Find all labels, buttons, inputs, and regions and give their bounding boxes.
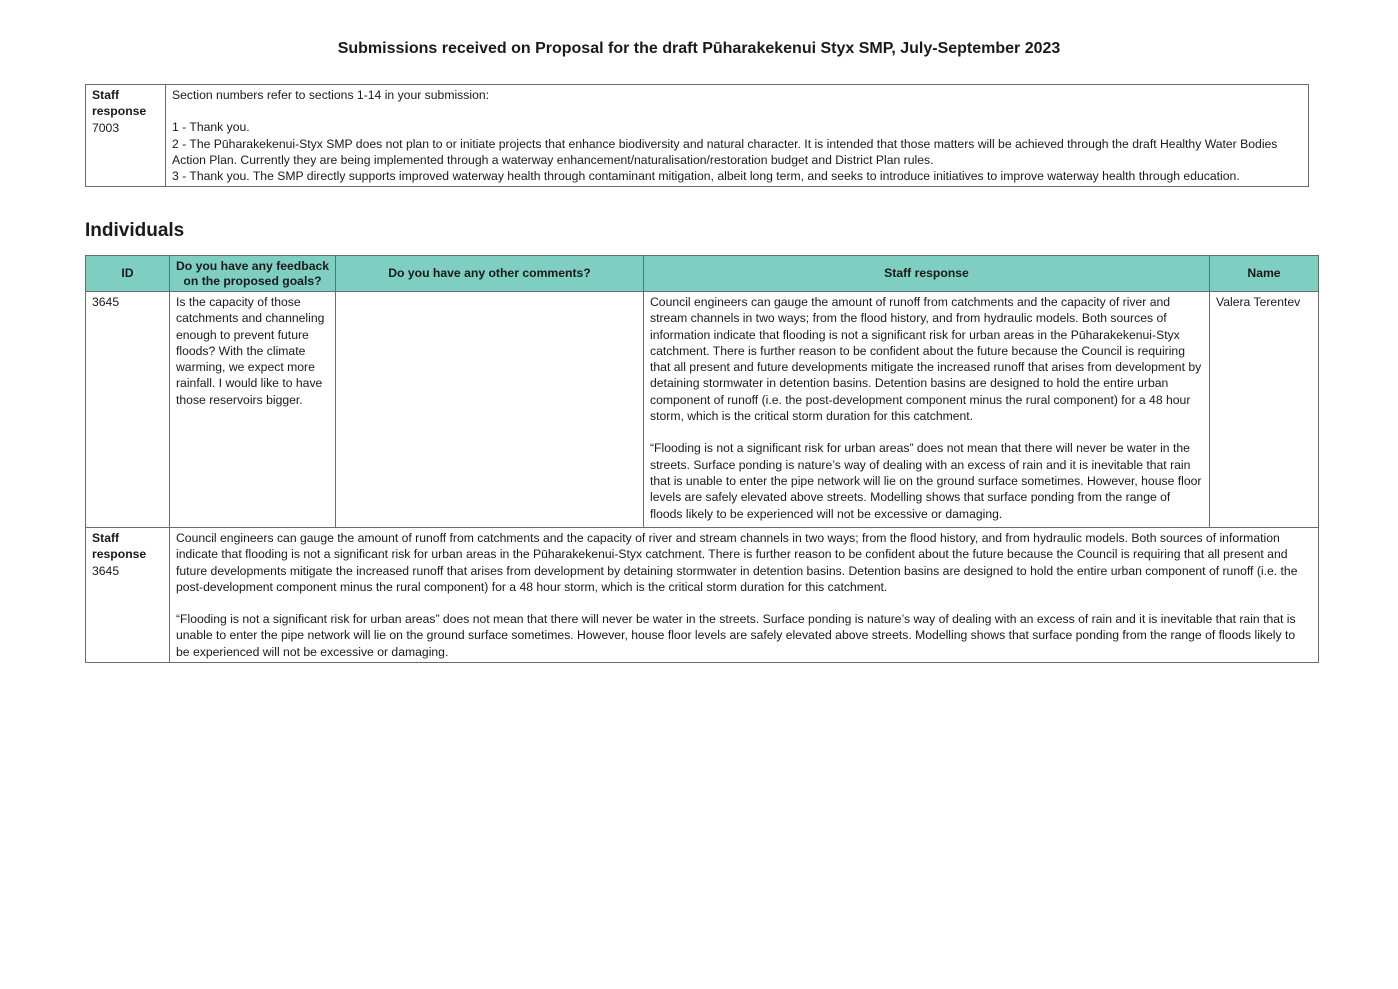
- spacer: [650, 424, 1203, 440]
- staff-response-paragraph: “Flooding is not a significant risk for urban areas” does not mean that there will never be water in the streets. Surface ponding is nature’s way of dealing with an excess of rain and it is inevitable that rain that is unable to enter the pipe network will lie on the ground surface sometimes. However, house floor levels are safely elevated above streets. Modelling shows that surface ponding from the range of floods likely to be experienced will not be excessive or damaging.: [176, 612, 1296, 659]
- table-row: [86, 528, 1319, 663]
- staff-response-label-cell: [86, 528, 170, 663]
- staff-response-label: Staff response: [92, 88, 147, 119]
- staff-response-id: 7003: [92, 120, 120, 135]
- staff-response-text-cell: [170, 528, 1319, 663]
- spacer: [176, 595, 1312, 611]
- cell-id: 3645: [86, 292, 170, 528]
- column-header-feedback: Do you have any feedback on the proposed goals?: [170, 256, 336, 292]
- cell-name: Valera Terentev: [1210, 292, 1319, 528]
- staff-response-label-cell: [86, 85, 166, 187]
- staff-response-intro: Section numbers refer to sections 1-14 in your submission:: [172, 88, 490, 102]
- section-heading-individuals: Individuals: [85, 220, 185, 241]
- staff-response-paragraph: “Flooding is not a significant risk for urban areas” does not mean that there will never be water in the streets. Surface ponding is nature’s way of dealing with an excess of rain and it is inevitable that rain that is unable to enter the pipe network will lie on the ground surface sometimes. However, house floor levels are safely elevated above streets. Modelling shows that surface ponding from the range of floods likely to be experienced will not be excessive or damaging.: [650, 441, 1202, 521]
- table-header-row: [86, 256, 1319, 292]
- staff-response-item: 1 - Thank you.: [172, 120, 250, 135]
- staff-response-7003-table: [85, 84, 1309, 187]
- individuals-table: [85, 255, 1319, 663]
- staff-response-label: Staff response: [92, 531, 147, 562]
- staff-response-item: 2 - The Pūharakekenui-Styx SMP does not plan to or initiate projects that enhance biodiversity and natural character. It is intended that those matters will be achieved through the draft Healthy Water Bodies Action Plan. Currently they are being implemented through a waterway enhancement/naturalisation/restoration budget and District Plan rules.: [172, 136, 1278, 167]
- column-header-staff-response: Staff response: [644, 256, 1210, 292]
- column-header-name: Name: [1210, 256, 1319, 292]
- cell-feedback: Is the capacity of those catchments and channeling enough to prevent future floods? With the climate warming, we expect more rainfall. I would like to have those reservoirs bigger.: [170, 292, 336, 528]
- staff-response-id: 3645: [92, 563, 120, 578]
- staff-response-paragraph: Council engineers can gauge the amount of runoff from catchments and the capacity of river and stream channels in two ways; from the flood history, and from hydraulic models. Both sources of information indicate that flooding is not a significant risk for urban areas in the Pūharakekenui-Styx catchment. There is further reason to be confident about the future because the Council is requiring that all present and future developments mitigate the increased runoff that arises from development by detaining stormwater in detention basins. Detention basins are designed to hold the entire urban component of runoff (i.e. the post-development component minus the rural component) for a 48 hour storm, which is the critical storm duration for this catchment.: [176, 531, 1298, 594]
- table-row: [86, 85, 1309, 187]
- column-header-comments: Do you have any other comments?: [336, 256, 644, 292]
- staff-response-text-cell: [166, 85, 1309, 187]
- spacer: [172, 103, 1302, 119]
- cell-staff-response: [644, 292, 1210, 528]
- staff-response-item: 3 - Thank you. The SMP directly supports improved waterway health through contaminant mitigation, albeit long term, and seeks to introduce initiatives to improve waterway health through education.: [172, 169, 1240, 184]
- page-title: Submissions received on Proposal for the draft Pūharakekenui Styx SMP, July-September 2023: [337, 40, 1061, 57]
- column-header-id: ID: [86, 256, 170, 292]
- cell-comments: [336, 292, 644, 528]
- staff-response-paragraph: Council engineers can gauge the amount of runoff from catchments and the capacity of river and stream channels in two ways; from the flood history, and from hydraulic models. Both sources of information indicate that flooding is not a significant risk for urban areas in the Pūharakekenui-Styx catchment. There is further reason to be confident about the future because the Council is requiring that all present and future developments mitigate the increased runoff that arises from development by detaining stormwater in detention basins. Detention basins are designed to hold the entire urban component of runoff (i.e. the post-development component minus the rural component) for a 48 hour storm, which is the critical storm duration for this catchment.: [650, 295, 1202, 424]
- table-row: [86, 292, 1319, 528]
